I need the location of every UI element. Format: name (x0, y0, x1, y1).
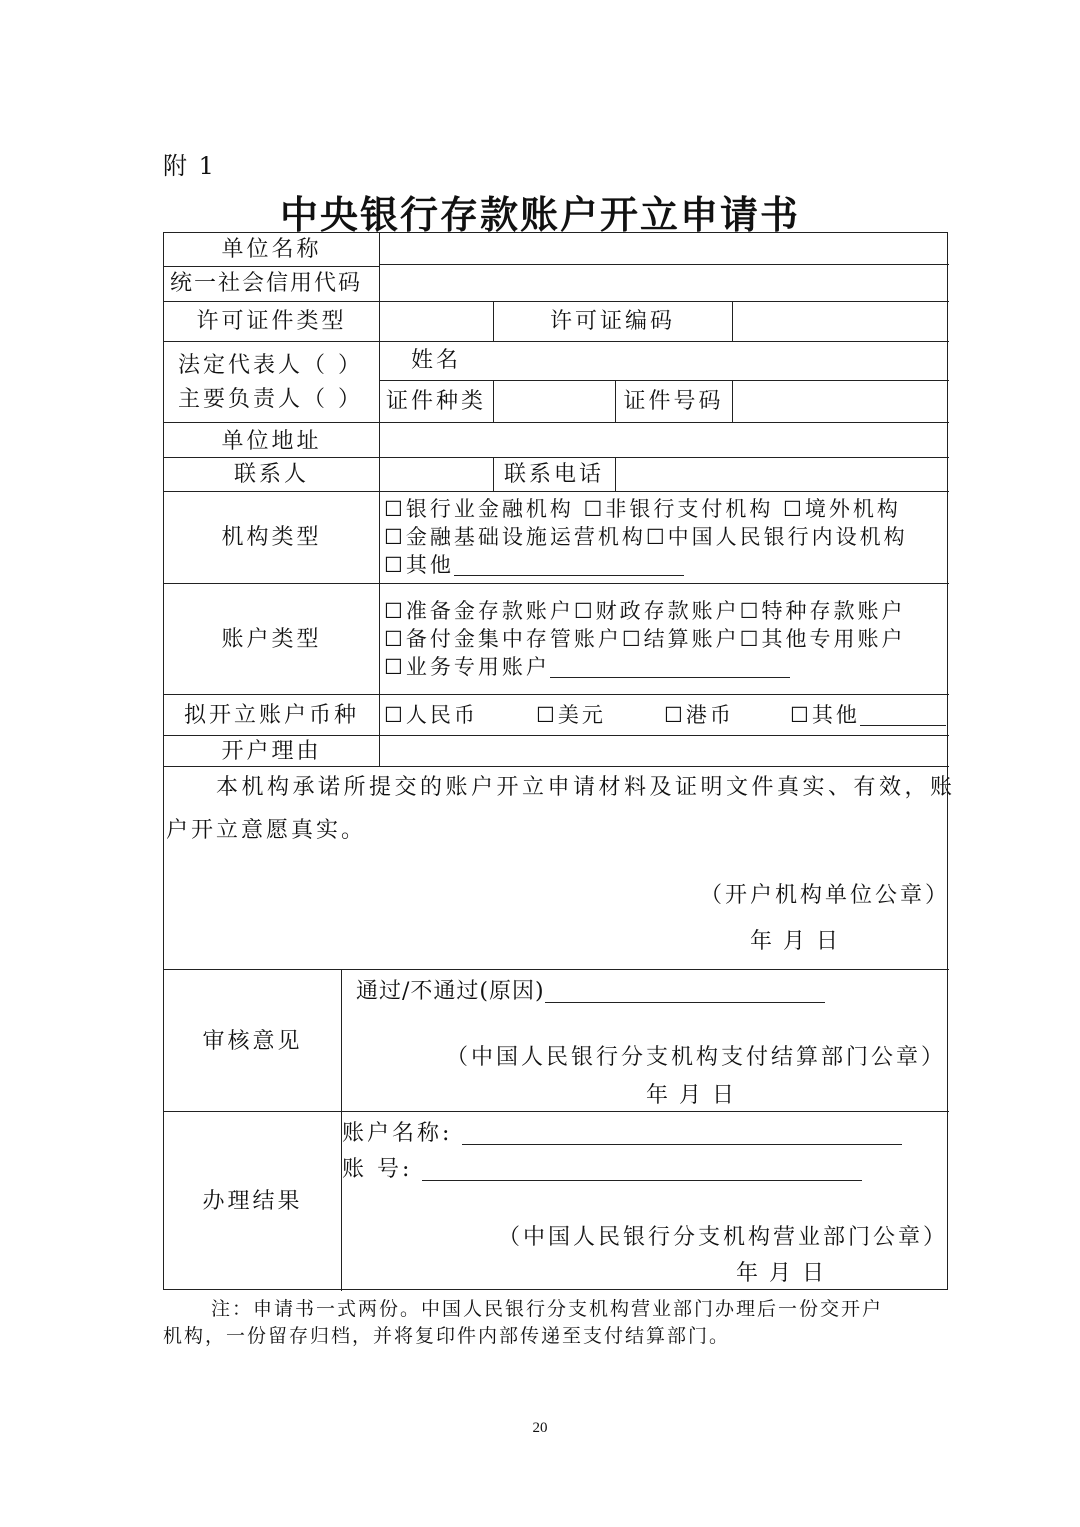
acct-name-blank[interactable] (462, 1124, 902, 1145)
reason-label: 开户理由 (221, 739, 322, 764)
review-seal: （中国人民银行分支机构支付结算部门公章） (446, 1045, 947, 1070)
result-seal: （中国人民银行分支机构营业部门公章） (498, 1225, 949, 1250)
pledge-date: 年 月 日 (750, 929, 840, 954)
acct-type-label: 账户类型 (221, 627, 322, 652)
form-title: 中央银行存款账户开立申请书 (279, 193, 800, 237)
attachment-label: 附 1 (163, 152, 216, 180)
page-number: 20 (532, 1420, 548, 1436)
review-pass[interactable]: 通过/不通过(原因) (356, 981, 825, 1003)
inst-type-label: 机构类型 (221, 525, 322, 550)
principal-label: 主要负责人（ ） (178, 387, 363, 412)
currency-rmb[interactable]: ☐人民币 (384, 703, 478, 727)
pledge-text-2: 户开立意愿真实。 (166, 818, 367, 843)
currency-other[interactable]: ☐其他 (790, 705, 946, 726)
address-label: 单位地址 (221, 429, 322, 454)
currency-usd[interactable]: ☐美元 (536, 703, 606, 727)
id-no-label: 证件号码 (623, 389, 724, 414)
footnote-line-1: 注：申请书一式两份。中国人民银行分支机构营业部门办理后一份交开户 (211, 1298, 884, 1320)
inst-options-line3[interactable]: ☐其他 (384, 555, 684, 576)
id-type-label: 证件种类 (385, 389, 486, 414)
contact-label: 联系人 (233, 462, 309, 487)
application-form (163, 232, 956, 1290)
credit-code-label: 统一社会信用代码 (170, 271, 363, 296)
acct-no-blank[interactable] (422, 1160, 862, 1181)
review-reason-blank[interactable] (545, 982, 825, 1003)
name-label: 姓名 (410, 348, 461, 373)
legal-rep-label: 法定代表人（ ） (178, 353, 363, 378)
acct-options-line1[interactable]: ☐准备金存款账户☐财政存款账户☐特种存款账户 (384, 599, 906, 623)
review-date: 年 月 日 (646, 1083, 736, 1108)
acct-name-row[interactable]: 账户名称: (342, 1123, 902, 1145)
footnote (163, 1296, 923, 1350)
pledge-text-1: 本机构承诺所提交的账户开立申请材料及证明文件真实、有效，账 (216, 775, 956, 800)
inst-other-blank[interactable] (454, 555, 684, 576)
acct-options-line2[interactable]: ☐备付金集中存管账户☐结算账户☐其他专用账户 (384, 627, 906, 651)
license-no-label: 许可证编码 (549, 309, 675, 334)
acct-options-line3[interactable]: ☐业务专用账户 (384, 657, 790, 678)
acct-no-row[interactable]: 账 号: (342, 1159, 862, 1181)
currency-other-blank[interactable] (860, 705, 946, 726)
acct-other-blank[interactable] (550, 657, 790, 678)
inst-options-line2[interactable]: ☐金融基础设施运营机构☐中国人民银行内设机构 (384, 525, 908, 549)
pledge-seal: （开户机构单位公章） (700, 883, 951, 908)
unit-name-label: 单位名称 (221, 237, 322, 262)
result-date: 年 月 日 (736, 1261, 826, 1286)
currency-label: 拟开立账户币种 (183, 703, 359, 728)
review-label: 审核意见 (202, 1029, 303, 1054)
result-label: 办理结果 (202, 1189, 303, 1214)
footnote-line-2: 机构，一份留存归档，并将复印件内部传递至支付结算部门。 (163, 1325, 731, 1347)
phone-label: 联系电话 (503, 462, 604, 487)
inst-options-line1[interactable]: ☐银行业金融机构 ☐非银行支付机构 ☐境外机构 (384, 497, 901, 521)
currency-hkd[interactable]: ☐港币 (664, 703, 734, 727)
license-type-label: 许可证件类型 (196, 309, 347, 334)
